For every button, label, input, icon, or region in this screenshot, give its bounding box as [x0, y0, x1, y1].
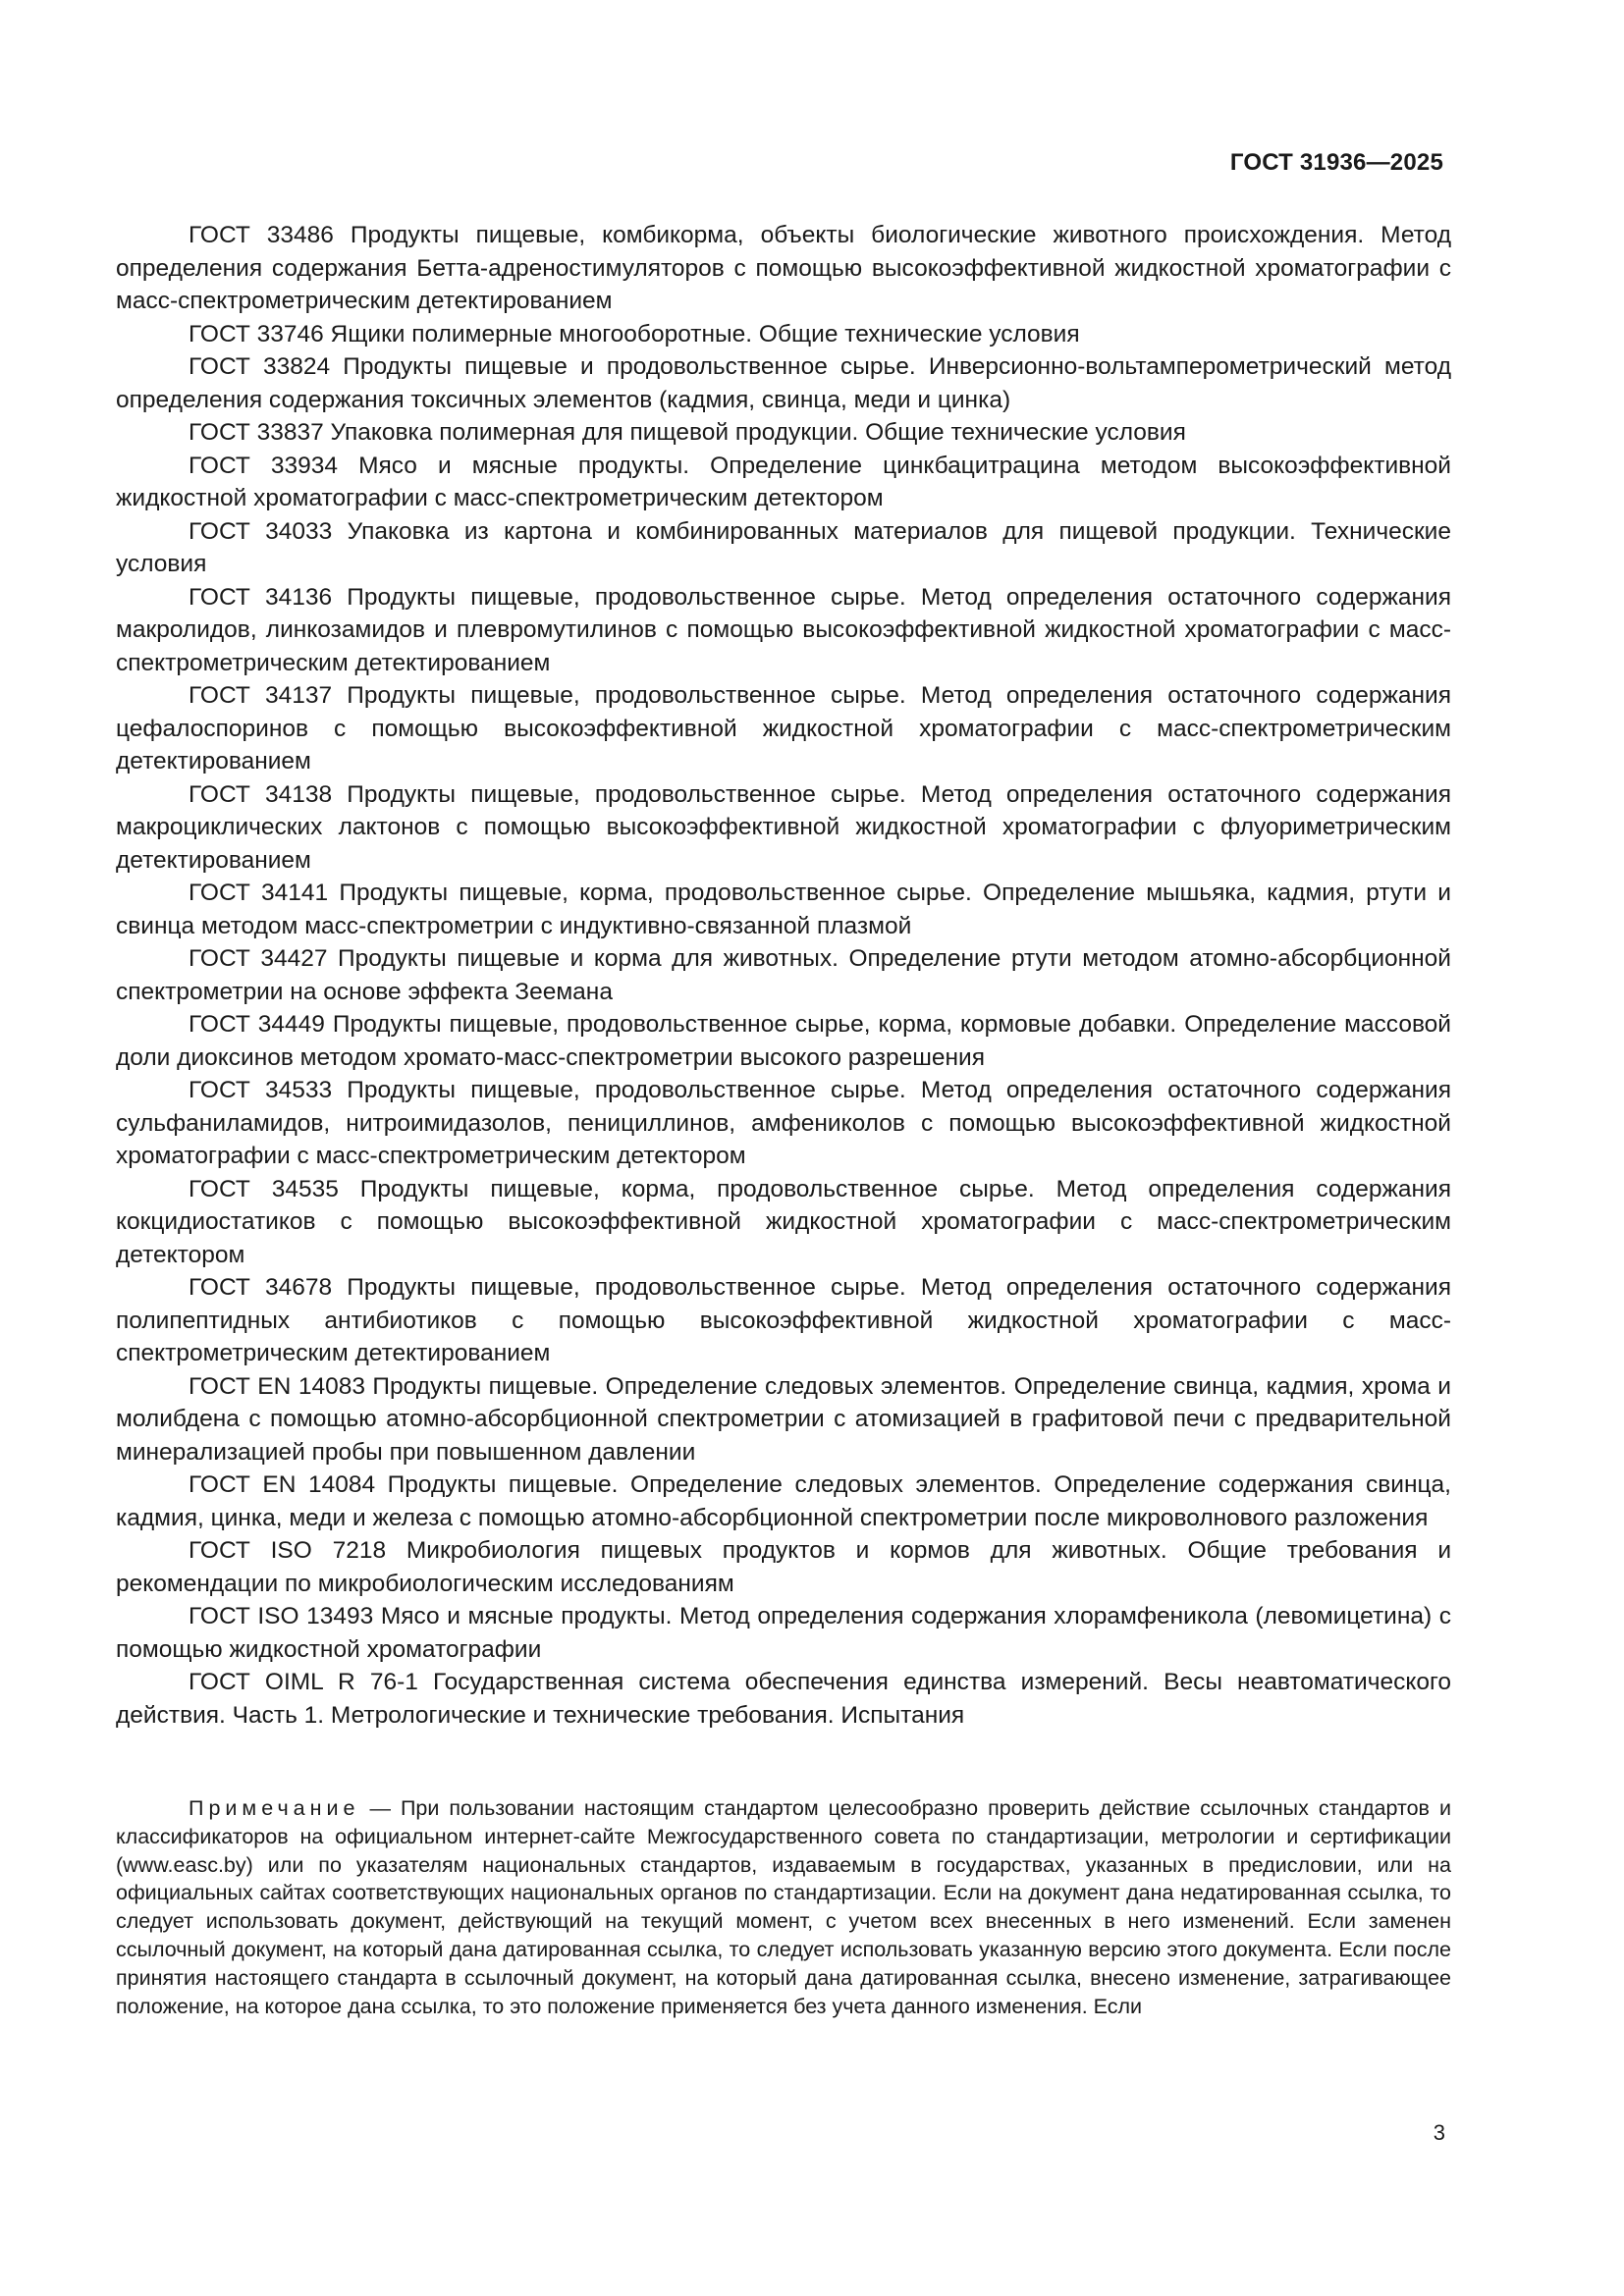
note-paragraph	[116, 1794, 1451, 2020]
reference-item: ГОСТ 34138 Продукты пищевые, продовольственное сырье. Метод определения остаточного содержания макроциклических лактонов с помощью высокоэффективной жидкостной хроматографии с флуориметрическим детектированием	[116, 780, 1451, 874]
reference-item: ГОСТ 34449 Продукты пищевые, продовольственное сырье, корма, кормовые добавки. Определение массовой доли диоксинов методом хромато-масс-спектрометрии высокого разрешения	[116, 1011, 1451, 1071]
reference-item: ГОСТ 33746 Ящики полимерные многооборотные. Общие технические условия	[189, 320, 1080, 347]
reference-item: ГОСТ 34535 Продукты пищевые, корма, продовольственное сырье. Метод определения содержания кокцидиостатиков с помощью высокоэффективной жидкостной хроматографии с масс-спектрометрическим детектором	[116, 1175, 1451, 1268]
note-label: Примечание	[189, 1796, 360, 1820]
reference-item: ГОСТ 33824 Продукты пищевые и продовольственное сырье. Инверсионно-вольтамперометрический метод определения содержания токсичных элементов (кадмия, свинца, меди и цинка)	[116, 353, 1451, 413]
reference-item: ГОСТ ISO 13493 Мясо и мясные продукты. Метод определения содержания хлорамфеникола (левомицетина) с помощью жидкостной хроматографии	[116, 1603, 1451, 1663]
document-header: ГОСТ 31936—2025	[1229, 149, 1443, 176]
reference-item: ГОСТ 34427 Продукты пищевые и корма для животных. Определение ртути методом атомно-абсорбционной спектрометрии на основе эффекта Зеемана	[116, 945, 1451, 1005]
reference-item: ГОСТ ISO 7218 Микробиология пищевых продуктов и кормов для животных. Общие требования и рекомендации по микробиологическим исследованиям	[116, 1537, 1451, 1597]
note-text: — При пользовании настоящим стандартом целесообразно проверить действие ссылочных стандартов и классификаторов на официальном интернет-сайте Межгосударственного совета по стандартизации, метрологии и сертификации (www.easc.by) или по указателям национальных стандартов, издаваемым в государствах, указанных в предисловии, или на официальных сайтах соответствующих национальных органов по стандартизации. Если на документ дана недатированная ссылка, то следует использовать документ, действующий на текущий момент, с учетом всех внесенных в него изменений. Если заменен ссылочный документ, на который дана датированная ссылка, то следует использовать указанную версию этого документа. Если после принятия настоящего стандарта в ссылочный документ, на который дана датированная ссылка, внесено изменение, затрагивающее положение, на которое дана ссылка, то это положение применяется без учета данного изменения. Если	[116, 1796, 1451, 2018]
reference-item: ГОСТ 33837 Упаковка полимерная для пищевой продукции. Общие технические условия	[189, 419, 1186, 446]
reference-item: ГОСТ 33934 Мясо и мясные продукты. Определение цинкбацитрацина методом высокоэффективной жидкостной хроматографии с масс-спектрометрическим детектором	[116, 452, 1451, 511]
reference-item: ГОСТ 34136 Продукты пищевые, продовольственное сырье. Метод определения остаточного содержания макролидов, линкозамидов и плевромутилинов с помощью высокоэффективной жидкостной хроматографии с масс-спектрометрическим детектированием	[116, 583, 1451, 676]
reference-item: ГОСТ 34533 Продукты пищевые, продовольственное сырье. Метод определения остаточного содержания сульфаниламидов, нитроимидазолов, пенициллинов, амфениколов с помощью высокоэффективной жидкостной хроматографии с масс-спектрометрическим детектором	[116, 1077, 1451, 1169]
reference-item: ГОСТ EN 14083 Продукты пищевые. Определение следовых элементов. Определение свинца, кадмия, хрома и молибдена с помощью атомно-абсорбционной спектрометрии с атомизацией в графитовой печи с предварительной минерализацией пробы при повышенном давлении	[116, 1372, 1451, 1466]
reference-item: ГОСТ 34033 Упаковка из картона и комбинированных материалов для пищевой продукции. Технические условия	[116, 517, 1451, 577]
reference-item: ГОСТ 33486 Продукты пищевые, комбикорма, объекты биологические животного происхождения. Метод определения содержания Бетта-адреностимуляторов с помощью высокоэффективной жидкостной хроматографии с масс-спектрометрическим детектированием	[116, 222, 1451, 314]
page-number: 3	[1433, 2120, 1445, 2145]
reference-item: ГОСТ OIML R 76-1 Государственная система обеспечения единства измерений. Весы неавтоматического действия. Часть 1. Метрологические и технические требования. Испытания	[116, 1669, 1451, 1729]
reference-item: ГОСТ 34678 Продукты пищевые, продовольственное сырье. Метод определения остаточного содержания полипептидных антибиотиков с помощью высокоэффективной жидкостной хроматографии с масс-спектрометрическим детектированием	[116, 1274, 1451, 1366]
reference-item: ГОСТ 34141 Продукты пищевые, корма, продовольственное сырье. Определение мышьяка, кадмия, ртути и свинца методом масс-спектрометрии с индуктивно-связанной плазмой	[116, 880, 1451, 939]
normative-references-list	[116, 219, 1451, 1732]
reference-item: ГОСТ 34137 Продукты пищевые, продовольственное сырье. Метод определения остаточного содержания цефалоспоринов с помощью высокоэффективной жидкостной хроматографии с масс-спектрометрическим детектированием	[116, 682, 1451, 774]
reference-item: ГОСТ EN 14084 Продукты пищевые. Определение следовых элементов. Определение содержания свинца, кадмия, цинка, меди и железа с помощью атомно-абсорбционной спектрометрии после микроволнового разложения	[116, 1471, 1451, 1531]
